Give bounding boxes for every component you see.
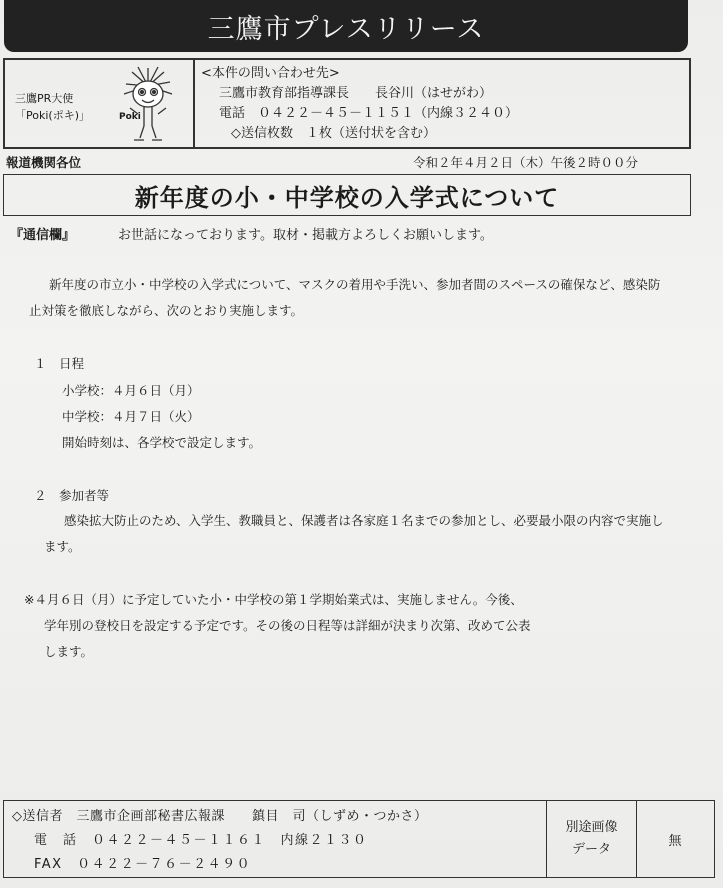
section1-heading: １ 日程 [34,356,85,371]
contact-box [3,58,691,149]
sender-phone: 電 話 ０４２２－４５－１１６１ 内線２１３０ [34,833,368,848]
note-line: します。 [44,644,94,659]
document-title: 新年度の小・中学校の入学式について [3,174,691,216]
communication-text: お世話になっております。取材・掲載方よろしくお願いします。 [118,228,493,243]
poki-mascot-icon [108,64,190,146]
contact-info [201,64,518,144]
contact-divider [193,60,195,147]
list-item: 中学校：４月７日（火） [62,409,200,424]
ambassador-line1: 三鷹PR大使 [15,92,74,105]
image-data-value: 無 [668,833,682,849]
ambassador-caption [15,90,90,124]
section2-paragraph: 感染拡大防止のため、入学生、教職員と、保護者は各家庭１名までの参加とし、必要最小限の内容で実施します。 [44,513,664,554]
contact-phone: 電話 ０４２２－４５－１１５１（内線３２４０） [219,106,519,121]
release-date: 令和２年４月２日（木）午後２時００分 [413,155,639,170]
mascot-label: Poki [119,112,141,122]
sender-info [4,801,547,877]
list-item: 小学校：４月６日（月） [62,383,200,398]
intro-paragraph: 新年度の市立小・中学校の入学式について、マスクの着用や手洗い、参加者間のスペースの確保など、感染防止対策を徹底しながら、次のとおり実施します。 [29,277,661,318]
sender-fax: FAX ０４２２－７６－２４９０ [34,857,252,872]
sender-footer [3,800,715,878]
pages-count: ◇送信枚数 １枚（送付状を含む） [231,126,436,141]
communication-label: 『通信欄』 [10,228,76,243]
note-paragraph [24,587,664,665]
note-line: ※４月６日（月）に予定していた小・中学校の第１学期始業式は、実施しません。今後、 [24,592,523,607]
press-release-banner: 三鷹市プレスリリース [4,0,688,52]
recipients: 報道機関各位 [6,155,82,170]
schedule-list [62,378,261,456]
ambassador-line2: 「Poki(ポキ)」 [15,109,90,122]
image-label-line1: 別途画像 [565,820,618,835]
sender-name: ◇送信者 三鷹市企画部秘書広報課 鎮目 司（しずめ・つかさ） [12,809,428,824]
image-label-line2: データ [571,842,611,857]
contact-heading: <本件の問い合わせ先> [201,66,340,81]
note-line: 学年別の登校日を設定する予定です。その後の日程等は詳細が決まり次第、改めて公表 [44,618,531,633]
section2-heading: ２ 参加者等 [34,488,110,503]
list-item: 開始時刻は、各学校で設定します。 [62,435,262,450]
contact-person: 三鷹市教育部指導課長 長谷川（はせがわ） [219,86,493,101]
image-data-label [547,801,637,877]
